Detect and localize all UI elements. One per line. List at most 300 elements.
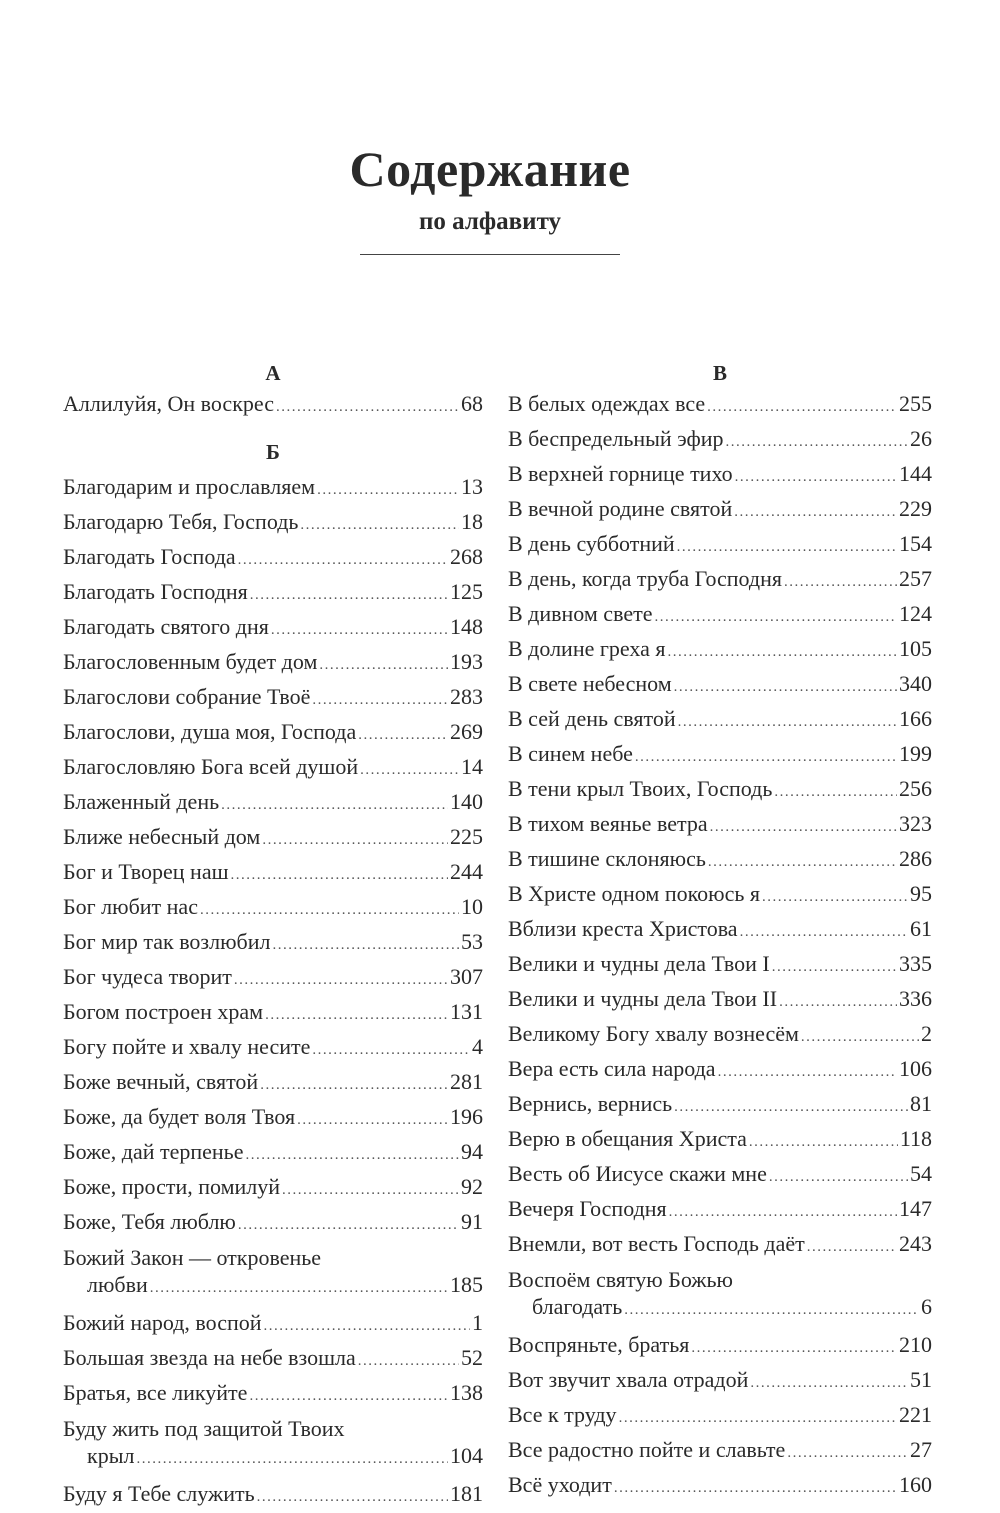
entry-title: Буду жить под защитой Твоих: [63, 1416, 345, 1441]
entry-page-number: 210: [899, 1332, 932, 1357]
dot-leader: [774, 777, 897, 808]
entry-line: [63, 1066, 483, 1101]
entry-title: Братья, все ликуйте: [63, 1380, 248, 1405]
entry-page-number: 154: [899, 531, 932, 556]
dot-leader: [312, 1035, 470, 1066]
entry-title: В тишине склоняюсь: [508, 846, 706, 871]
dot-leader: [750, 1368, 908, 1399]
toc-column-left: [63, 358, 483, 1513]
toc-entry[interactable]: [508, 1228, 932, 1263]
toc-entry[interactable]: [63, 1171, 483, 1206]
toc-entry[interactable]: [508, 598, 932, 633]
dot-leader: [674, 672, 897, 703]
entry-title: Божий народ, воспой: [63, 1310, 262, 1335]
dot-leader: [624, 1297, 919, 1324]
entry-page-number: 2: [921, 1021, 932, 1046]
entry-line: [63, 576, 483, 611]
entry-page-number: 268: [450, 544, 483, 569]
entry-line: [508, 1329, 932, 1364]
entry-title: В Христе одном покоюсь я: [508, 881, 761, 906]
entry-line: [63, 1171, 483, 1206]
dot-leader: [707, 392, 897, 423]
entry-line: [63, 856, 483, 891]
entry-line: [508, 983, 932, 1018]
dot-leader: [734, 497, 897, 528]
dot-leader: [762, 882, 908, 913]
dot-leader: [718, 1057, 897, 1088]
entry-page-number: 14: [461, 754, 483, 779]
entry-title: Внемли, вот весть Господь даёт: [508, 1231, 805, 1256]
dot-leader: [250, 580, 448, 611]
entry-title: Благослови собрание Твоё: [63, 684, 311, 709]
entry-page-number: 118: [899, 1126, 932, 1151]
entry-line: [63, 1101, 483, 1136]
entry-line: [508, 808, 932, 843]
toc-entry[interactable]: [63, 1478, 483, 1513]
entry-title: Вечеря Господня: [508, 1196, 667, 1221]
dot-leader: [249, 1381, 448, 1412]
entry-title: Боже, да будет воля Твоя: [63, 1104, 296, 1129]
dot-leader: [769, 1162, 908, 1193]
entry-line: [508, 423, 932, 458]
entry-line: [63, 996, 483, 1031]
dot-leader: [669, 1197, 897, 1228]
toc-entry[interactable]: [63, 716, 483, 751]
entry-title: В день субботний: [508, 531, 675, 556]
toc-entry[interactable]: [63, 1136, 483, 1171]
entry-line: [508, 388, 932, 423]
entry-page-number: 81: [910, 1091, 932, 1116]
dot-leader: [677, 532, 897, 563]
entry-line: [63, 1206, 483, 1241]
entry-page-number: 244: [450, 859, 483, 884]
entry-title: Воспоём святую Божью: [508, 1267, 733, 1292]
dot-leader: [234, 965, 448, 996]
entry-page-number: 53: [461, 929, 483, 954]
entry-page-number: 243: [899, 1231, 932, 1256]
entry-line: [508, 598, 932, 633]
toc-entry[interactable]: [508, 493, 932, 528]
entry-title: Буду я Тебе служить: [63, 1481, 255, 1506]
dot-leader: [319, 650, 448, 681]
entry-title: В сей день святой: [508, 706, 676, 731]
entry-line: [508, 738, 932, 773]
entry-line: [63, 1307, 483, 1342]
entry-page-number: 26: [910, 426, 932, 451]
dot-leader: [300, 510, 459, 541]
toc-entry[interactable]: [508, 1193, 932, 1228]
entry-line: [508, 493, 932, 528]
dot-leader: [772, 952, 897, 983]
dot-leader: [619, 1403, 897, 1434]
toc-entry[interactable]: [508, 1088, 932, 1123]
toc-entry[interactable]: [508, 388, 932, 423]
dot-leader: [312, 685, 448, 716]
entry-page-number: 196: [450, 1104, 483, 1129]
entry-line: [63, 1136, 483, 1171]
entry-page-number: 138: [450, 1380, 483, 1405]
entry-title: В вечной родине святой: [508, 496, 733, 521]
toc-entry[interactable]: [508, 1018, 932, 1053]
dot-leader: [238, 545, 448, 576]
entry-page-number: 95: [910, 881, 932, 906]
dot-leader: [710, 812, 897, 843]
entry-page-number: 125: [450, 579, 483, 604]
toc-entry[interactable]: [63, 1066, 483, 1101]
entry-title: Благодать Господа: [63, 544, 236, 569]
dot-leader: [136, 1446, 448, 1473]
entry-page-number: 61: [910, 916, 932, 941]
entry-page-number: 181: [450, 1481, 483, 1506]
entry-page-number: 6: [921, 1294, 932, 1319]
entry-line: [63, 388, 483, 423]
entry-page-number: 148: [450, 614, 483, 639]
toc-entry[interactable]: [63, 541, 483, 576]
entry-title-line: [63, 1244, 483, 1271]
toc-entry[interactable]: [63, 1342, 483, 1377]
toc-entry[interactable]: [63, 926, 483, 961]
entry-line: [508, 528, 932, 563]
toc-entry[interactable]: [508, 913, 932, 948]
dot-leader: [282, 1175, 459, 1206]
entry-title: Благословляю Бога всей душой: [63, 754, 359, 779]
entry-line: [508, 1158, 932, 1193]
entry-title: В тени крыл Твоих, Господь: [508, 776, 773, 801]
entry-page-number: 147: [899, 1196, 932, 1221]
dot-leader: [784, 567, 897, 598]
toc-entry[interactable]: [508, 423, 932, 458]
toc-entry[interactable]: [63, 856, 483, 891]
toc-entry[interactable]: [508, 668, 932, 703]
toc-entry[interactable]: [508, 738, 932, 773]
entry-page-number: 13: [461, 474, 483, 499]
dot-leader: [265, 1000, 448, 1031]
entry-line: [508, 1228, 932, 1263]
entry-continuation-line: [508, 1293, 932, 1324]
entry-line: [508, 1364, 932, 1399]
entry-title: Вблизи креста Христова: [508, 916, 738, 941]
entry-page-number: 1: [472, 1310, 483, 1335]
dot-leader: [257, 1482, 448, 1513]
entry-page-number: 307: [450, 964, 483, 989]
toc-entry[interactable]: [508, 1469, 932, 1504]
toc-entry[interactable]: [63, 1031, 483, 1066]
entry-title: Воспряньте, братья: [508, 1332, 690, 1357]
entry-page-number: 323: [899, 811, 932, 836]
section-letter: В: [712, 361, 727, 385]
entry-line: [508, 668, 932, 703]
toc-entry[interactable]: [63, 681, 483, 716]
dot-leader: [735, 462, 897, 493]
entry-page-number: 94: [461, 1139, 483, 1164]
entry-title: Богу пойте и хвалу несите: [63, 1034, 311, 1059]
entry-line: [508, 458, 932, 493]
entry-title: Боже, дай терпенье: [63, 1139, 244, 1164]
entry-line: [508, 1123, 932, 1158]
toc-entry[interactable]: [508, 808, 932, 843]
page-title: Содержание: [349, 141, 631, 197]
toc-entry[interactable]: [508, 1053, 932, 1088]
entry-line: [63, 926, 483, 961]
toc-entry[interactable]: [63, 1307, 483, 1342]
toc-entry[interactable]: [63, 1244, 483, 1302]
entry-page-number: 185: [450, 1272, 483, 1297]
entry-page-number: 124: [899, 601, 932, 626]
entry-title: Вот звучит хвала отрадой: [508, 1367, 749, 1392]
toc-entry[interactable]: [63, 471, 483, 506]
toc-entry[interactable]: [508, 1158, 932, 1193]
dot-leader: [358, 720, 448, 751]
dot-leader: [740, 917, 908, 948]
entry-title: Аллилуйя, Он воскрес: [63, 391, 274, 416]
toc-entry[interactable]: [508, 773, 932, 808]
entry-page-number: 91: [461, 1209, 483, 1234]
entry-title: Все к труду: [508, 1402, 617, 1427]
toc-entry[interactable]: [508, 1399, 932, 1434]
entry-page-number: 221: [899, 1402, 932, 1427]
toc-entry[interactable]: [508, 1329, 932, 1364]
entry-continuation-line: [63, 1442, 483, 1473]
dot-leader: [272, 930, 459, 961]
entry-title: Велики и чудны дела Твои I: [508, 951, 770, 976]
entry-title: В долине греха я: [508, 636, 666, 661]
toc-entry[interactable]: [508, 843, 932, 878]
entry-title: Бог мир так возлюбил: [63, 929, 271, 954]
dot-leader: [245, 1140, 459, 1171]
entry-page-number: 269: [450, 719, 483, 744]
entry-line: [63, 751, 483, 786]
entry-page-number: 281: [450, 1069, 483, 1094]
entry-line: [63, 471, 483, 506]
entry-title: Боже, Тебя люблю: [63, 1209, 236, 1234]
entry-title: Благодать Господня: [63, 579, 248, 604]
toc-entry[interactable]: [508, 1364, 932, 1399]
entry-line: [63, 786, 483, 821]
entry-title: Бог любит нас: [63, 894, 198, 919]
toc-entry[interactable]: [63, 1377, 483, 1412]
entry-page-number: 68: [461, 391, 483, 416]
entry-title: Большая звезда на небе взошла: [63, 1345, 356, 1370]
entry-line: [63, 681, 483, 716]
entry-page-number: 336: [899, 986, 932, 1011]
toc-entry[interactable]: [508, 1123, 932, 1158]
dot-leader: [297, 1105, 448, 1136]
entry-page-number: 340: [899, 671, 932, 696]
toc-entry[interactable]: [63, 506, 483, 541]
dot-leader: [691, 1333, 897, 1364]
toc-entry[interactable]: [63, 996, 483, 1031]
entry-title: Великому Богу хвалу вознесём: [508, 1021, 799, 1046]
entry-title: В верхней горнице тихо: [508, 461, 733, 486]
entry-page-number: 229: [899, 496, 932, 521]
entry-page-number: 160: [899, 1472, 932, 1497]
entry-title: Блаженный день: [63, 789, 220, 814]
toc-entry[interactable]: [63, 576, 483, 611]
entry-page-number: 4: [472, 1034, 483, 1059]
entry-page-number: 256: [899, 776, 932, 801]
entry-title-line: [63, 1415, 483, 1442]
toc-entry[interactable]: [63, 611, 483, 646]
entry-line: [508, 878, 932, 913]
dot-leader: [779, 987, 897, 1018]
toc-entry[interactable]: [508, 458, 932, 493]
dot-leader: [678, 707, 897, 738]
entry-line: [63, 611, 483, 646]
entry-line: [508, 703, 932, 738]
entry-title-continuation: крыл: [87, 1443, 135, 1468]
entry-title: Благодарим и прославляем: [63, 474, 316, 499]
toc-entry[interactable]: [63, 821, 483, 856]
entry-line: [63, 646, 483, 681]
dot-leader: [271, 615, 448, 646]
entry-page-number: 52: [461, 1345, 483, 1370]
entry-title: Боже вечный, святой: [63, 1069, 259, 1094]
entry-line: [508, 1088, 932, 1123]
entry-page-number: 255: [899, 391, 932, 416]
entry-line: [508, 1193, 932, 1228]
entry-line: [63, 1377, 483, 1412]
dot-leader: [317, 475, 459, 506]
dot-leader: [360, 755, 459, 786]
entry-title-line: [508, 1266, 932, 1293]
entry-page-number: 106: [899, 1056, 932, 1081]
toc-entry[interactable]: [508, 633, 932, 668]
entry-line: [508, 563, 932, 598]
entry-line: [508, 843, 932, 878]
entry-title: В беспредельный эфир: [508, 426, 724, 451]
toc-entry[interactable]: [63, 1101, 483, 1136]
entry-line: [508, 773, 932, 808]
entry-page-number: 193: [450, 649, 483, 674]
entry-line: [63, 1342, 483, 1377]
toc-entry[interactable]: [508, 948, 932, 983]
toc-entry[interactable]: [508, 878, 932, 913]
entry-title-continuation: благодать: [532, 1294, 623, 1319]
entry-page-number: 225: [450, 824, 483, 849]
toc-entry[interactable]: [508, 563, 932, 598]
entry-line: [63, 961, 483, 996]
entry-line: [63, 1031, 483, 1066]
dot-leader: [276, 392, 459, 423]
toc-entry[interactable]: [63, 786, 483, 821]
entry-continuation-line: [63, 1271, 483, 1302]
dot-leader: [749, 1127, 898, 1158]
entry-line: [508, 633, 932, 668]
dot-leader: [726, 427, 908, 458]
entry-title: Вера есть сила народа: [508, 1056, 716, 1081]
entry-page-number: 104: [450, 1443, 483, 1468]
entry-title: Велики и чудны дела Твои II: [508, 986, 778, 1011]
dot-leader: [654, 602, 897, 633]
entry-title: В свете небесном: [508, 671, 672, 696]
entry-page-number: 144: [899, 461, 932, 486]
entry-title: В тихом веянье ветра: [508, 811, 708, 836]
toc-entry[interactable]: [63, 1415, 483, 1473]
dot-leader: [614, 1473, 897, 1504]
entry-page-number: 105: [899, 636, 932, 661]
dot-leader: [667, 637, 897, 668]
dot-leader: [708, 847, 897, 878]
entry-page-number: 257: [899, 566, 932, 591]
entry-title: В синем небе: [508, 741, 633, 766]
entry-title: Все радостно пойте и славьте: [508, 1437, 786, 1462]
toc-entry[interactable]: [63, 388, 483, 423]
toc-entry[interactable]: [508, 983, 932, 1018]
entry-line: [63, 506, 483, 541]
entry-line: [63, 716, 483, 751]
dot-leader: [238, 1210, 459, 1241]
entry-title: Вернись, вернись: [508, 1091, 673, 1116]
section-letter: А: [265, 361, 281, 385]
entry-title: Бог и Творец наш: [63, 859, 229, 884]
entry-page-number: 199: [899, 741, 932, 766]
entry-line: [508, 1018, 932, 1053]
section-letter: Б: [266, 440, 280, 464]
entry-title: Божий Закон — откровенье: [63, 1245, 322, 1270]
entry-title: Благодать святого дня: [63, 614, 269, 639]
entry-title: Всё уходит: [508, 1472, 612, 1497]
toc-entry[interactable]: [63, 646, 483, 681]
toc-entry[interactable]: [508, 1266, 932, 1324]
dot-leader: [231, 860, 448, 891]
entry-line: [63, 541, 483, 576]
dot-leader: [358, 1346, 459, 1377]
toc-entry[interactable]: [508, 703, 932, 738]
entry-line: [508, 948, 932, 983]
entry-line: [508, 1053, 932, 1088]
entry-line: [63, 1478, 483, 1513]
dot-leader: [262, 825, 448, 856]
dot-leader: [260, 1070, 448, 1101]
dot-leader: [200, 895, 459, 926]
entry-line: [63, 821, 483, 856]
toc-column-right: [508, 358, 932, 1504]
title-divider: [360, 254, 620, 255]
entry-page-number: 51: [910, 1367, 932, 1392]
entry-page-number: 166: [899, 706, 932, 731]
entry-page-number: 27: [910, 1437, 932, 1462]
entry-line: [508, 913, 932, 948]
dot-leader: [807, 1232, 897, 1263]
entry-page-number: 92: [461, 1174, 483, 1199]
toc-entry[interactable]: [508, 528, 932, 563]
toc-entry[interactable]: [63, 751, 483, 786]
entry-title: Богом построен храм: [63, 999, 264, 1024]
entry-line: [508, 1469, 932, 1504]
entry-title: В дивном свете: [508, 601, 653, 626]
entry-page-number: 10: [461, 894, 483, 919]
entry-title: Бог чудеса творит: [63, 964, 232, 989]
entry-page-number: 140: [450, 789, 483, 814]
entry-page-number: 335: [899, 951, 932, 976]
entry-title: Верю в обещания Христа: [508, 1126, 747, 1151]
toc-entry[interactable]: [63, 961, 483, 996]
entry-title: Боже, прости, помилуй: [63, 1174, 281, 1199]
dot-leader: [801, 1022, 919, 1053]
entry-title-continuation: любви: [87, 1272, 148, 1297]
dot-leader: [787, 1438, 908, 1469]
dot-leader: [635, 742, 897, 773]
entry-title: Весть об Иисусе скажи мне: [508, 1161, 767, 1186]
entry-title: В день, когда труба Господня: [508, 566, 782, 591]
entry-line: [508, 1434, 932, 1469]
toc-entry[interactable]: [63, 1206, 483, 1241]
dot-leader: [674, 1092, 908, 1123]
toc-entry[interactable]: [63, 891, 483, 926]
entry-line: [508, 1399, 932, 1434]
entry-page-number: 286: [899, 846, 932, 871]
toc-entry[interactable]: [508, 1434, 932, 1469]
